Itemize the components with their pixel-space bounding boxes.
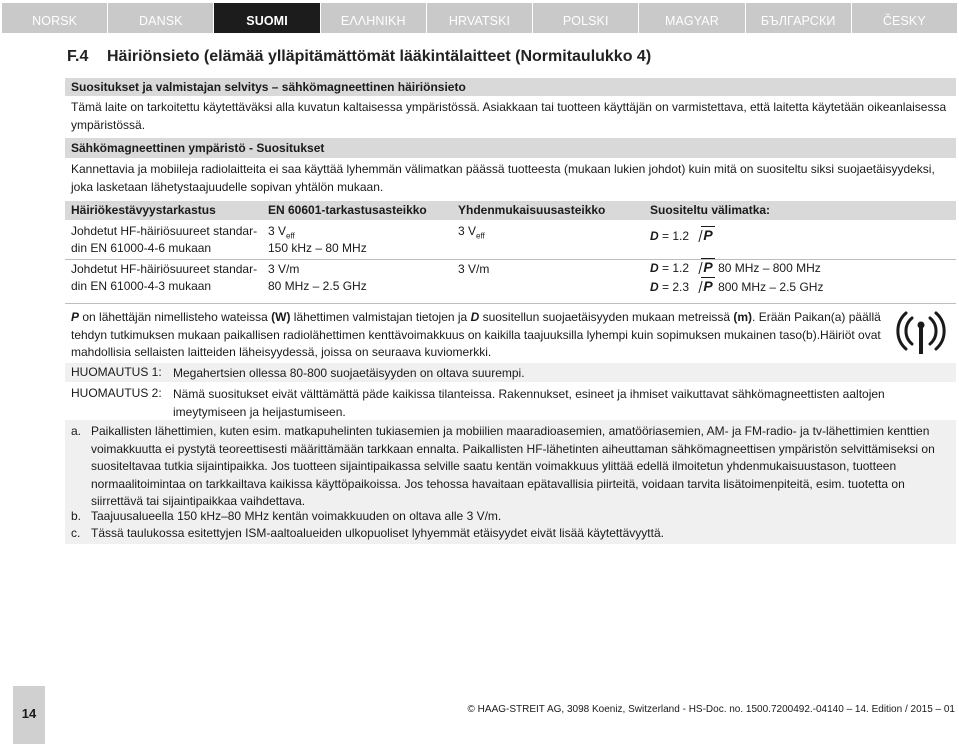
section-title-text: Häiriönsieto (elämää ylläpitämättömät lääkintälaitteet (Normitaulukko 4) [107, 48, 652, 65]
note1-text: Megahertsien ollessa 80-800 suojaetäisyyden on oltava suurempi. [173, 366, 525, 380]
intro-paragraph: Tämä laite on tarkoitettu käytettäväksi alla kuvatun kaltaisessa ympäristössä. Asiakkaan tai tuotteen käyttäjän on varmistettava, että laitetta käytetään oikeanlaisessa ympäristössä. [71, 100, 947, 132]
tab-dansk[interactable]: DANSK [108, 3, 213, 33]
tab-ellinika[interactable]: ΕΛΛΗΝΙΚΗ [321, 3, 426, 33]
environment-heading: Sähkömagneettinen ympäristö - Suositukset [65, 138, 956, 158]
footnote-a: a. Paikallisten lähettimien, kuten esim. matkapuhelinten tukiasemien ja mobiilien maaradioasemien, amatööriasemien, AM- ja FM-radio- ja tv-lähettimien kenttien voimakkuutta ei pystytä teoreettisesti määrittämään tarkkaan ennalta. Paikallisten HF-lähetinten aiheuttaman sähkömagneettisen ympäristön selvittämiseksi on suositeltavaa tutkia sijaintipaikka. Jos tuotteen sijaintipaikassa selville saatu kentän voimakkuus ylittää edellä ilmoitetun yhdenmukaisuustason, tuotteen normaalitoimintaa on tarkkailtava kaikissa käyttöpaikoissa. Jos tehossa havaitaan epätavallisia piirteitä, voidaan tarvita lisätoimenpiteitä, esim. tuotetta on siirrettävä tai sijaintipaikkaa vaihdettava. [71, 424, 935, 508]
footer-copyright: © HAAG-STREIT AG, 3098 Koeniz, Switzerland - HS-Doc. no. 1500.7200492.-04140 – 14. Edition / 2015 – 01 [467, 704, 955, 715]
recommendations-heading: Suositukset ja valmistajan selvitys – sähkömagneettinen häiriönsieto [65, 78, 956, 96]
note2-text: Nämä suositukset eivät välttämättä päde kaikissa tilanteissa. Rakennukset, esineet ja ihmiset vaikuttavat sähkömagneettisten aaltojen imeytymiseen ja heijastumiseen. [173, 387, 885, 419]
tab-suomi[interactable]: SUOMI [214, 3, 319, 33]
header-test-level: EN 60601-tarkastusasteikko [268, 203, 427, 217]
row1-test-line2: din EN 61000-4-6 mukaan [71, 241, 212, 255]
language-tabs [2, 3, 957, 33]
table-header [65, 201, 956, 220]
page-number-box [13, 686, 45, 744]
non-ionizing-radiation-icon [895, 309, 947, 357]
environment-paragraph: Kannettavia ja mobiileja radiolaitteita ei saa käyttää lyhemmän välimatkan päässä tuotteesta (mukaan lukien johdot) kuin mitä on suositeltu siksi suojaetäisyydeksi, joka lasketaan lähetystaajuudelle sopivan yhtälön mukaan. [71, 162, 935, 194]
row1-test-line1: Johdetut HF-häiriösuureet standar- [71, 224, 258, 238]
row2-level-range: 80 MHz – 2.5 GHz [268, 279, 367, 293]
footnote-b: b. Taajuusalueella 150 kHz–80 MHz kentän voimakkuuden on oltava alle 3 V/m. [71, 509, 502, 523]
row2-compliance: 3 V/m [458, 262, 490, 276]
tab-cesky[interactable]: ČESKY [852, 3, 957, 33]
row1-distance: D = 1.2 P [650, 227, 715, 246]
header-compliance-level: Yhdenmukaisuusasteikko [458, 203, 606, 217]
tab-magyar[interactable]: MAGYAR [639, 3, 744, 33]
row1-level: 3 $V_{eff}$ [268, 224, 295, 241]
tab-norsk[interactable]: NORSK [2, 3, 107, 33]
header-recommended-distance: Suositeltu välimatka: [650, 203, 771, 217]
section-number: F.4 [67, 48, 89, 65]
row2-level: 3 V/m [268, 262, 300, 276]
tab-bulgarski[interactable]: БЪЛГАРСКИ [746, 3, 851, 33]
row1-compliance: 3 $V_{eff}$ [458, 224, 485, 241]
power-distance-paragraph: P on lähettäjän nimellisteho wateissa (W) lähettimen valmistajan tietojen ja D suositellun suojaetäisyyden mukaan metreissä (m). Erään Paikan(a) päällä tehdyn tutkimuksen mukaan paikallisen radiolähettimen kenttävoimakkuus on kaikilla taajuuksilla lyhempi kuin sopimuksen mukainen taso(b).Häiriöt ovat mahdollisia sellaisten laitteiden läheisyydessä, joissa on seuraava kuviomerkki. [71, 310, 881, 359]
header-test: Häiriökestävyystarkastus [71, 203, 216, 217]
tab-polski[interactable]: POLSKI [533, 3, 638, 33]
row2-distance-2: D = 2.3 P 800 MHz – 2.5 GHz [650, 278, 823, 297]
note1-label: HUOMAUTUS 1: [71, 365, 162, 379]
page-number: 14 [21, 706, 37, 721]
row1-level-range: 150 kHz – 80 MHz [268, 241, 367, 255]
footnote-c: c. Tässä taulukossa esitettyjen ISM-aaltoalueiden ulkopuoliset lyhyemmät etäisyydet eivät lisää käytettävyyttä. [71, 526, 664, 540]
row2-distance-1: D = 1.2 P 80 MHz – 800 MHz [650, 259, 821, 278]
note2-label: HUOMAUTUS 2: [71, 386, 162, 400]
tab-hrvatski[interactable]: HRVATSKI [427, 3, 532, 33]
table-divider [65, 303, 956, 304]
row2-test-line2: din EN 61000-4-3 mukaan [71, 279, 212, 293]
row2-test-line1: Johdetut HF-häiriösuureet standar- [71, 262, 258, 276]
section-title [67, 48, 651, 66]
row-divider [65, 259, 956, 260]
